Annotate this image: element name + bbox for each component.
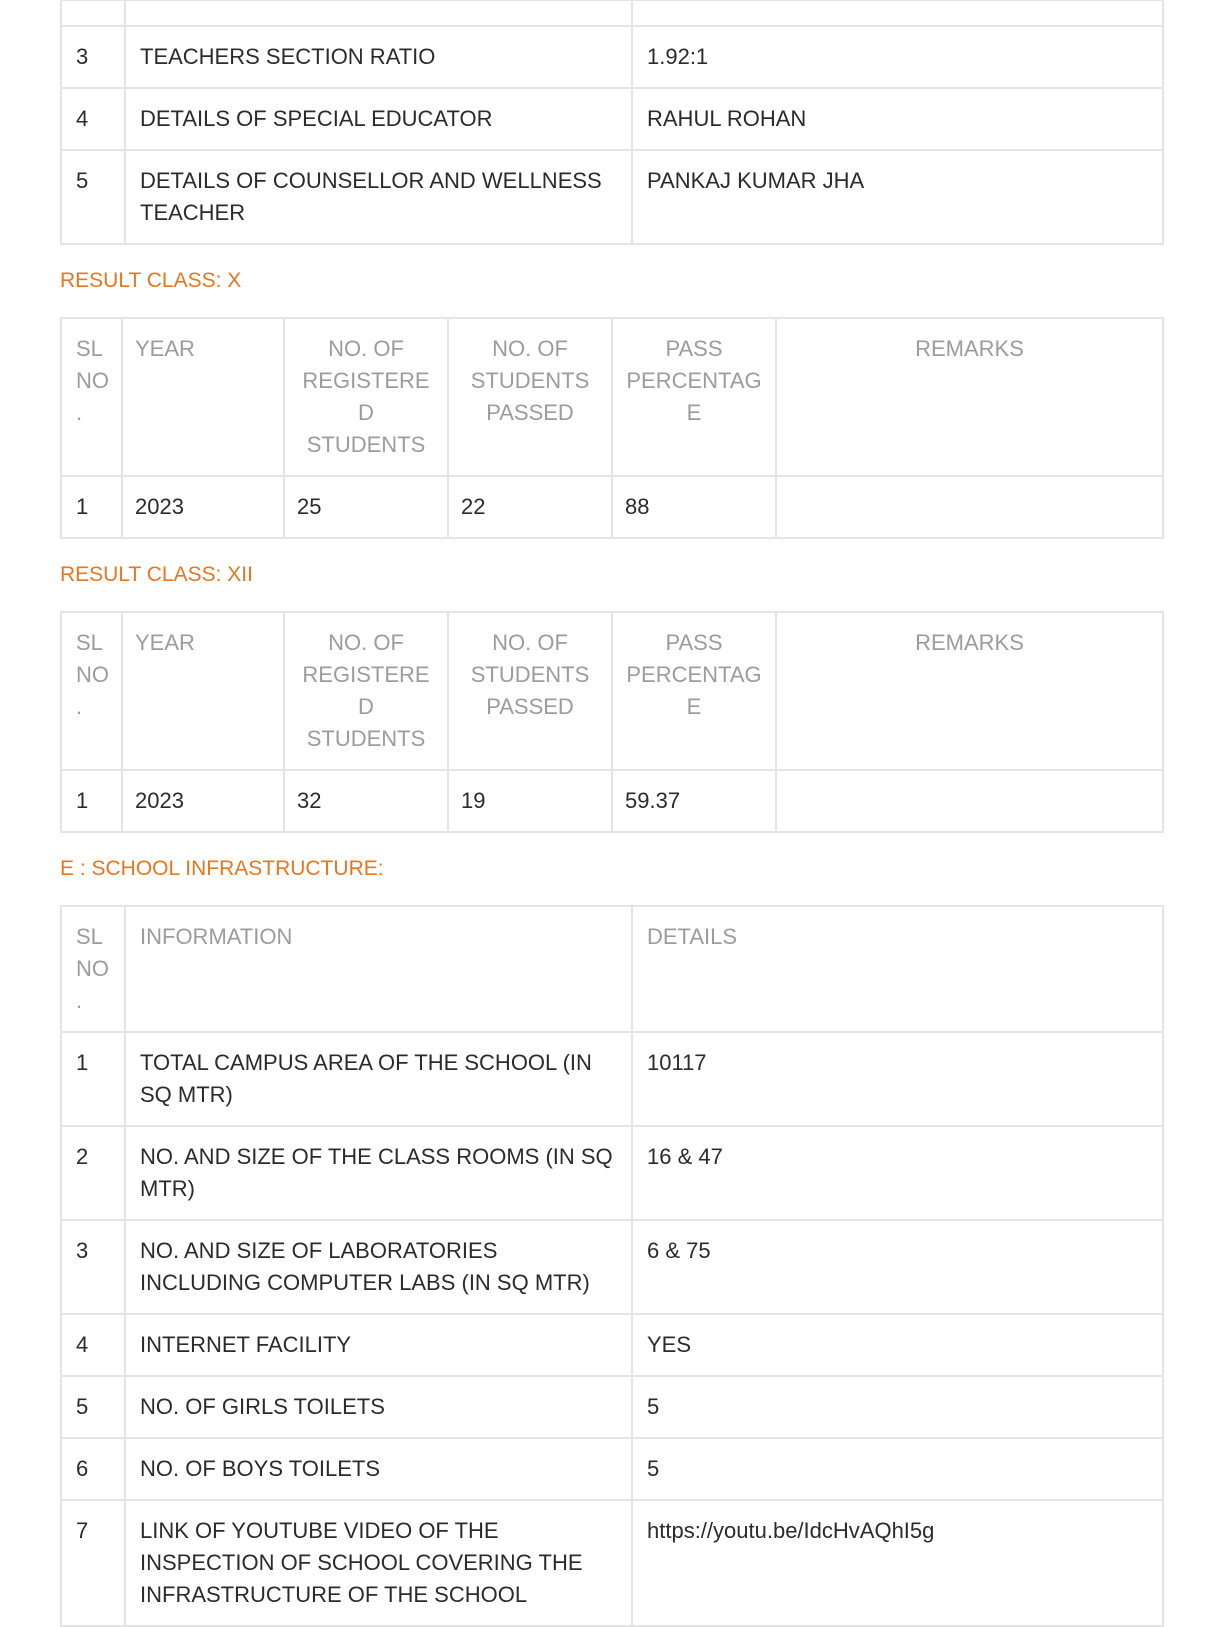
information-cell: NO. OF BOYS TOILETS <box>125 1438 632 1500</box>
students-passed-cell: 19 <box>448 770 612 832</box>
table-row <box>61 150 1163 244</box>
sl-no-cell: 6 <box>61 1438 125 1500</box>
table-row <box>61 476 1163 538</box>
table-cell <box>125 0 632 26</box>
result-class-x-heading: RESULT CLASS: X <box>60 269 242 292</box>
youtube-link-cell <box>632 1500 1163 1626</box>
remarks-header: REMARKS <box>776 612 1163 770</box>
year-cell: 2023 <box>122 476 284 538</box>
information-cell: INTERNET FACILITY <box>125 1314 632 1376</box>
document-sheet <box>60 0 1164 1627</box>
information-cell: NO. OF GIRLS TOILETS <box>125 1376 632 1438</box>
year-header: YEAR <box>122 612 284 770</box>
details-cell: YES <box>632 1314 1163 1376</box>
sl-no-header: SL NO. <box>61 612 122 770</box>
table-header-row <box>61 318 1163 476</box>
sl-no-cell: 4 <box>61 88 125 150</box>
table-row <box>61 88 1163 150</box>
youtube-video-link[interactable]: https://youtu.be/IdcHvAQhI5g <box>647 1518 935 1543</box>
sl-no-header: SL NO. <box>61 906 125 1032</box>
registered-students-header: NO. OF REGISTERED STUDENTS <box>284 318 448 476</box>
details-cell: 1.92:1 <box>632 26 1163 88</box>
sl-no-cell: 7 <box>61 1500 125 1626</box>
table-row <box>61 1032 1163 1126</box>
school-infrastructure-heading: E : SCHOOL INFRASTRUCTURE: <box>60 857 384 880</box>
table-row <box>61 1376 1163 1438</box>
table-row <box>61 1500 1163 1626</box>
table-row <box>61 1126 1163 1220</box>
sl-no-cell: 3 <box>61 26 125 88</box>
year-header: YEAR <box>122 318 284 476</box>
school-infrastructure-table <box>60 905 1164 1627</box>
sl-no-cell: 5 <box>61 1376 125 1438</box>
table-cell <box>632 0 1163 26</box>
table-row <box>61 770 1163 832</box>
sl-no-cell: 1 <box>61 476 122 538</box>
year-cell: 2023 <box>122 770 284 832</box>
table-cell <box>61 0 125 26</box>
details-header: DETAILS <box>632 906 1163 1032</box>
details-cell: RAHUL ROHAN <box>632 88 1163 150</box>
registered-students-cell: 25 <box>284 476 448 538</box>
staff-details-table <box>60 0 1164 245</box>
sl-no-cell: 1 <box>61 770 122 832</box>
details-cell: 10117 <box>632 1032 1163 1126</box>
remarks-cell <box>776 770 1163 832</box>
sl-no-cell: 4 <box>61 1314 125 1376</box>
result-class-x-table <box>60 317 1164 539</box>
table-row <box>61 1314 1163 1376</box>
students-passed-cell: 22 <box>448 476 612 538</box>
information-cell: DETAILS OF SPECIAL EDUCATOR <box>125 88 632 150</box>
pass-percentage-cell: 59.37 <box>612 770 776 832</box>
students-passed-header: NO. OF STUDENTS PASSED <box>448 318 612 476</box>
details-cell: 16 & 47 <box>632 1126 1163 1220</box>
remarks-header: REMARKS <box>776 318 1163 476</box>
sl-no-cell: 5 <box>61 150 125 244</box>
pass-percentage-header: PASS PERCENTAGE <box>612 612 776 770</box>
details-cell: 5 <box>632 1376 1163 1438</box>
table-header-row <box>61 906 1163 1032</box>
information-cell: DETAILS OF COUNSELLOR AND WELLNESS TEACHER <box>125 150 632 244</box>
details-cell: 5 <box>632 1438 1163 1500</box>
information-cell: TOTAL CAMPUS AREA OF THE SCHOOL (IN SQ MTR) <box>125 1032 632 1126</box>
result-class-xii-heading: RESULT CLASS: XII <box>60 563 253 586</box>
table-row <box>61 0 1163 26</box>
students-passed-header: NO. OF STUDENTS PASSED <box>448 612 612 770</box>
table-row <box>61 26 1163 88</box>
information-header: INFORMATION <box>125 906 632 1032</box>
information-cell: TEACHERS SECTION RATIO <box>125 26 632 88</box>
table-row <box>61 1438 1163 1500</box>
information-cell: NO. AND SIZE OF THE CLASS ROOMS (IN SQ MTR) <box>125 1126 632 1220</box>
table-header-row <box>61 612 1163 770</box>
result-class-xii-table <box>60 611 1164 833</box>
information-cell: LINK OF YOUTUBE VIDEO OF THE INSPECTION OF SCHOOL COVERING THE INFRASTRUCTURE OF THE SCHOOL <box>125 1500 632 1626</box>
remarks-cell <box>776 476 1163 538</box>
registered-students-header: NO. OF REGISTERED STUDENTS <box>284 612 448 770</box>
sl-no-cell: 3 <box>61 1220 125 1314</box>
information-cell: NO. AND SIZE OF LABORATORIES INCLUDING COMPUTER LABS (IN SQ MTR) <box>125 1220 632 1314</box>
sl-no-header: SL NO. <box>61 318 122 476</box>
table-row <box>61 1220 1163 1314</box>
sl-no-cell: 1 <box>61 1032 125 1126</box>
sl-no-cell: 2 <box>61 1126 125 1220</box>
pass-percentage-header: PASS PERCENTAGE <box>612 318 776 476</box>
details-cell: PANKAJ KUMAR JHA <box>632 150 1163 244</box>
registered-students-cell: 32 <box>284 770 448 832</box>
details-cell: 6 & 75 <box>632 1220 1163 1314</box>
pass-percentage-cell: 88 <box>612 476 776 538</box>
